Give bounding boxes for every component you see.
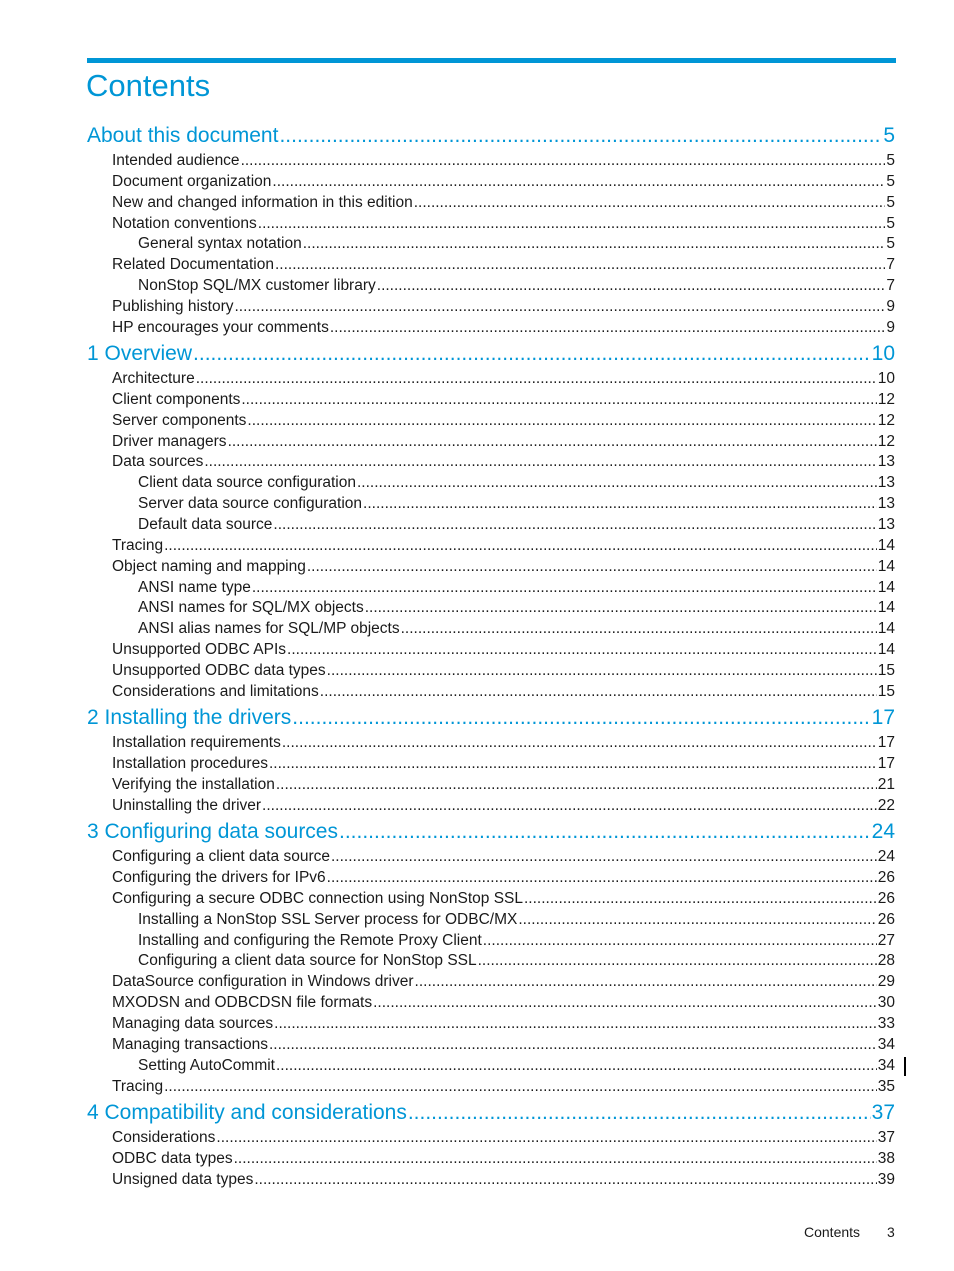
- toc-entry[interactable]: [112, 639, 895, 660]
- toc-chapter-entry[interactable]: [87, 123, 895, 149]
- toc-entry[interactable]: [112, 535, 895, 556]
- toc-entry[interactable]: [112, 681, 895, 702]
- toc-entry[interactable]: [112, 389, 895, 410]
- toc-leader-dots: [262, 795, 877, 816]
- toc-entry[interactable]: [138, 909, 895, 930]
- toc-leader-dots: [327, 660, 877, 681]
- toc-entry[interactable]: [138, 275, 895, 296]
- toc-entry-title: ANSI names for SQL/MX objects: [138, 599, 364, 616]
- toc-leader-dots: [330, 317, 886, 338]
- toc-leader-dots: [279, 123, 882, 149]
- toc-entry[interactable]: [112, 1127, 895, 1148]
- toc-page-number: 34: [877, 1057, 895, 1074]
- toc-page-number: 14: [877, 579, 895, 596]
- toc-entry-title: Installation requirements: [112, 734, 281, 751]
- toc-page-number: 13: [877, 495, 895, 512]
- toc-page-number: 14: [877, 620, 895, 637]
- toc-leader-dots: [363, 493, 877, 514]
- toc-page-number: 35: [877, 1078, 895, 1095]
- toc-entry[interactable]: [112, 795, 895, 816]
- toc-entry[interactable]: [138, 930, 895, 951]
- toc-entry[interactable]: [112, 254, 895, 275]
- toc-leader-dots: [234, 296, 885, 317]
- toc-entry-title: About this document: [87, 124, 279, 147]
- toc-entry-title: Installing and configuring the Remote Proxy Client: [138, 932, 482, 949]
- toc-leader-dots: [196, 368, 877, 389]
- toc-chapter-entry[interactable]: [87, 705, 895, 731]
- toc-leader-dots: [272, 171, 885, 192]
- toc-entry[interactable]: [112, 556, 895, 577]
- toc-entry[interactable]: [112, 431, 895, 452]
- toc-page-number: 33: [877, 1015, 895, 1032]
- toc-entry-title: Client data source configuration: [138, 474, 356, 491]
- toc-entry-title: Intended audience: [112, 152, 240, 169]
- toc-leader-dots: [377, 275, 886, 296]
- toc-leader-dots: [258, 213, 886, 234]
- toc-entry[interactable]: [112, 888, 895, 909]
- toc-entry-title: Architecture: [112, 370, 195, 387]
- toc-entry-title: ODBC data types: [112, 1150, 233, 1167]
- toc-leader-dots: [204, 451, 876, 472]
- toc-entry-title: 4 Compatibility and considerations: [87, 1101, 407, 1124]
- toc-page-number: 5: [886, 215, 895, 232]
- toc-leader-dots: [320, 681, 877, 702]
- toc-page-number: 9: [886, 319, 895, 336]
- toc-entry-title: General syntax notation: [138, 235, 302, 252]
- toc-leader-dots: [269, 1034, 877, 1055]
- toc-leader-dots: [247, 410, 876, 431]
- toc-entry-title: Configuring the drivers for IPv6: [112, 869, 326, 886]
- toc-entry[interactable]: [112, 296, 895, 317]
- toc-leader-dots: [287, 639, 877, 660]
- toc-page-number: 30: [877, 994, 895, 1011]
- toc-leader-dots: [292, 705, 870, 731]
- toc-page-number: 14: [877, 537, 895, 554]
- footer-label: Contents: [804, 1224, 861, 1240]
- toc-leader-dots: [524, 888, 877, 909]
- toc-entry[interactable]: [112, 1076, 895, 1097]
- toc-entry-title: Considerations and limitations: [112, 683, 319, 700]
- toc-leader-dots: [276, 1055, 877, 1076]
- toc-entry-title: Managing transactions: [112, 1036, 268, 1053]
- toc-page-number: 10: [877, 370, 895, 387]
- toc-entry-title: Considerations: [112, 1129, 216, 1146]
- toc-entry[interactable]: [138, 618, 895, 639]
- toc-entry[interactable]: [112, 410, 895, 431]
- toc-entry-title: 3 Configuring data sources: [87, 820, 338, 843]
- toc-leader-dots: [241, 389, 876, 410]
- toc-leader-dots: [273, 514, 876, 535]
- toc-entry-title: Unsupported ODBC APIs: [112, 641, 287, 658]
- toc-page-number: 5: [886, 235, 895, 252]
- toc-page-number: 14: [877, 558, 895, 575]
- toc-leader-dots: [269, 753, 877, 774]
- toc-page-number: 12: [877, 412, 895, 429]
- toc-chapter-entry[interactable]: [87, 819, 895, 845]
- toc-leader-dots: [228, 431, 877, 452]
- toc-entry[interactable]: [112, 971, 895, 992]
- toc-chapter-entry[interactable]: [87, 341, 895, 367]
- toc-page-number: 24: [871, 820, 895, 843]
- toc-page-number: 22: [877, 797, 895, 814]
- toc-page-number: 15: [877, 662, 895, 679]
- toc-entry[interactable]: [112, 1034, 895, 1055]
- toc-entry[interactable]: [112, 732, 895, 753]
- toc-page-number: 5: [886, 194, 895, 211]
- toc-entry[interactable]: [112, 213, 895, 234]
- change-bar: [904, 1057, 906, 1076]
- toc-leader-dots: [303, 233, 886, 254]
- toc-entry[interactable]: [138, 472, 895, 493]
- toc-leader-dots: [408, 1100, 871, 1126]
- toc-page-number: 5: [886, 173, 895, 190]
- toc-entry-title: Tracing: [112, 537, 164, 554]
- toc-page-number: 13: [877, 516, 895, 533]
- toc-entry-title: HP encourages your comments: [112, 319, 329, 336]
- toc-entry-title: Server components: [112, 412, 247, 429]
- toc-page-number: 7: [886, 256, 895, 273]
- toc-entry-title: Uninstalling the driver: [112, 797, 262, 814]
- toc-entry[interactable]: [138, 1055, 895, 1076]
- toc-page-number: 21: [877, 776, 895, 793]
- toc-entry-title: Setting AutoCommit: [138, 1057, 275, 1074]
- toc-entry-title: NonStop SQL/MX customer library: [138, 277, 376, 294]
- toc-entry[interactable]: [138, 597, 895, 618]
- toc-entry[interactable]: [112, 317, 895, 338]
- toc-page-number: 26: [877, 869, 895, 886]
- toc-page-number: 39: [877, 1171, 895, 1188]
- toc-leader-dots: [282, 732, 877, 753]
- toc-entry-title: Unsupported ODBC data types: [112, 662, 326, 679]
- toc-entry-title: Configuring a client data source for NonStop SSL: [138, 952, 477, 969]
- toc-entry-title: ANSI name type: [138, 579, 251, 596]
- toc-entry-title: Verifying the installation: [112, 776, 275, 793]
- toc-leader-dots: [164, 535, 877, 556]
- page-title: Contents: [86, 68, 211, 103]
- toc-entry-title: Client components: [112, 391, 241, 408]
- toc-page-number: 28: [877, 952, 895, 969]
- toc-entry-title: Configuring a secure ODBC connection using NonStop SSL: [112, 890, 523, 907]
- toc-entry[interactable]: [112, 1148, 895, 1169]
- toc-entry-title: 2 Installing the drivers: [87, 706, 292, 729]
- toc-entry[interactable]: [112, 774, 895, 795]
- toc-page-number: 29: [877, 973, 895, 990]
- toc-leader-dots: [339, 819, 871, 845]
- toc-leader-dots: [252, 577, 877, 598]
- toc-leader-dots: [276, 774, 877, 795]
- toc-leader-dots: [216, 1127, 876, 1148]
- header-rule: [87, 58, 896, 63]
- toc-page-number: 17: [877, 755, 895, 772]
- toc-entry-title: Installation procedures: [112, 755, 268, 772]
- toc-entry[interactable]: [112, 846, 895, 867]
- toc-leader-dots: [275, 254, 885, 275]
- toc-page-number: 14: [877, 641, 895, 658]
- toc-leader-dots: [193, 341, 871, 367]
- toc-entry-title: 1 Overview: [87, 342, 193, 365]
- toc-page-number: 13: [877, 474, 895, 491]
- toc-page-number: 9: [886, 298, 895, 315]
- toc-page-number: 17: [877, 734, 895, 751]
- toc-leader-dots: [234, 1148, 877, 1169]
- toc-page-number: 34: [877, 1036, 895, 1053]
- toc-entry-title: Server data source configuration: [138, 495, 363, 512]
- toc-leader-dots: [483, 930, 877, 951]
- toc-entry-title: Driver managers: [112, 433, 227, 450]
- toc-entry[interactable]: [112, 451, 895, 472]
- toc-chapter-entry[interactable]: [87, 1100, 895, 1126]
- toc-page-number: 37: [877, 1129, 895, 1146]
- toc-page-number: 37: [871, 1101, 895, 1124]
- toc-page-number: 14: [877, 599, 895, 616]
- toc-page-number: 12: [877, 433, 895, 450]
- toc-page-number: 17: [871, 706, 895, 729]
- toc-leader-dots: [274, 1013, 877, 1034]
- toc-leader-dots: [164, 1076, 877, 1097]
- toc-page-number: 5: [886, 152, 895, 169]
- toc-entry[interactable]: [138, 577, 895, 598]
- toc-page-number: 13: [877, 453, 895, 470]
- toc-entry[interactable]: [112, 753, 895, 774]
- toc-page-number: 27: [877, 932, 895, 949]
- toc-leader-dots: [478, 950, 877, 971]
- toc-leader-dots: [401, 618, 877, 639]
- toc-entry-title: ANSI alias names for SQL/MP objects: [138, 620, 400, 637]
- toc-leader-dots: [327, 867, 877, 888]
- toc-entry-title: DataSource configuration in Windows driver: [112, 973, 414, 990]
- toc-page-number: 38: [877, 1150, 895, 1167]
- toc-leader-dots: [415, 971, 877, 992]
- toc-page-number: 5: [883, 124, 895, 147]
- toc-entry[interactable]: [112, 867, 895, 888]
- toc-entry-title: Configuring a client data source: [112, 848, 330, 865]
- toc-page-number: 15: [877, 683, 895, 700]
- toc-page-number: 7: [886, 277, 895, 294]
- toc-leader-dots: [414, 192, 886, 213]
- toc-entry[interactable]: [112, 1169, 895, 1190]
- toc-leader-dots: [254, 1169, 876, 1190]
- toc-entry[interactable]: [112, 992, 895, 1013]
- toc-entry[interactable]: [138, 514, 895, 535]
- toc-entry[interactable]: [112, 171, 895, 192]
- toc-leader-dots: [365, 597, 877, 618]
- toc-leader-dots: [307, 556, 877, 577]
- toc-entry-title: Default data source: [138, 516, 273, 533]
- toc-page-number: 26: [877, 911, 895, 928]
- toc-entry-title: Data sources: [112, 453, 204, 470]
- toc-leader-dots: [518, 909, 876, 930]
- toc-entry-title: Notation conventions: [112, 215, 257, 232]
- footer-page-number: 3: [887, 1224, 895, 1240]
- toc-page-number: 12: [877, 391, 895, 408]
- toc-entry-title: Unsigned data types: [112, 1171, 254, 1188]
- toc-entry[interactable]: [112, 368, 895, 389]
- toc-entry[interactable]: [138, 950, 895, 971]
- toc-entry[interactable]: [112, 1013, 895, 1034]
- toc-entry-title: Managing data sources: [112, 1015, 274, 1032]
- toc-entry-title: MXODSN and ODBCDSN file formats: [112, 994, 373, 1011]
- toc-entry-title: Object naming and mapping: [112, 558, 306, 575]
- toc-entry-title: Publishing history: [112, 298, 234, 315]
- toc-entry[interactable]: [138, 493, 895, 514]
- toc-entry-title: Installing a NonStop SSL Server process for ODBC/MX: [138, 911, 518, 928]
- toc-entry-title: Document organization: [112, 173, 272, 190]
- toc-entry-title: Tracing: [112, 1078, 164, 1095]
- toc-entry[interactable]: [112, 192, 895, 213]
- toc-leader-dots: [331, 846, 877, 867]
- toc-entry-title: New and changed information in this edition: [112, 194, 413, 211]
- toc-page-number: 26: [877, 890, 895, 907]
- toc-leader-dots: [241, 150, 886, 171]
- toc-page-number: 10: [871, 342, 895, 365]
- toc-entry[interactable]: [112, 660, 895, 681]
- toc-entry-title: Related Documentation: [112, 256, 274, 273]
- toc-page-number: 24: [877, 848, 895, 865]
- toc-leader-dots: [373, 992, 877, 1013]
- toc-entry[interactable]: [138, 233, 895, 254]
- toc-entry[interactable]: [112, 150, 895, 171]
- toc-leader-dots: [357, 472, 877, 493]
